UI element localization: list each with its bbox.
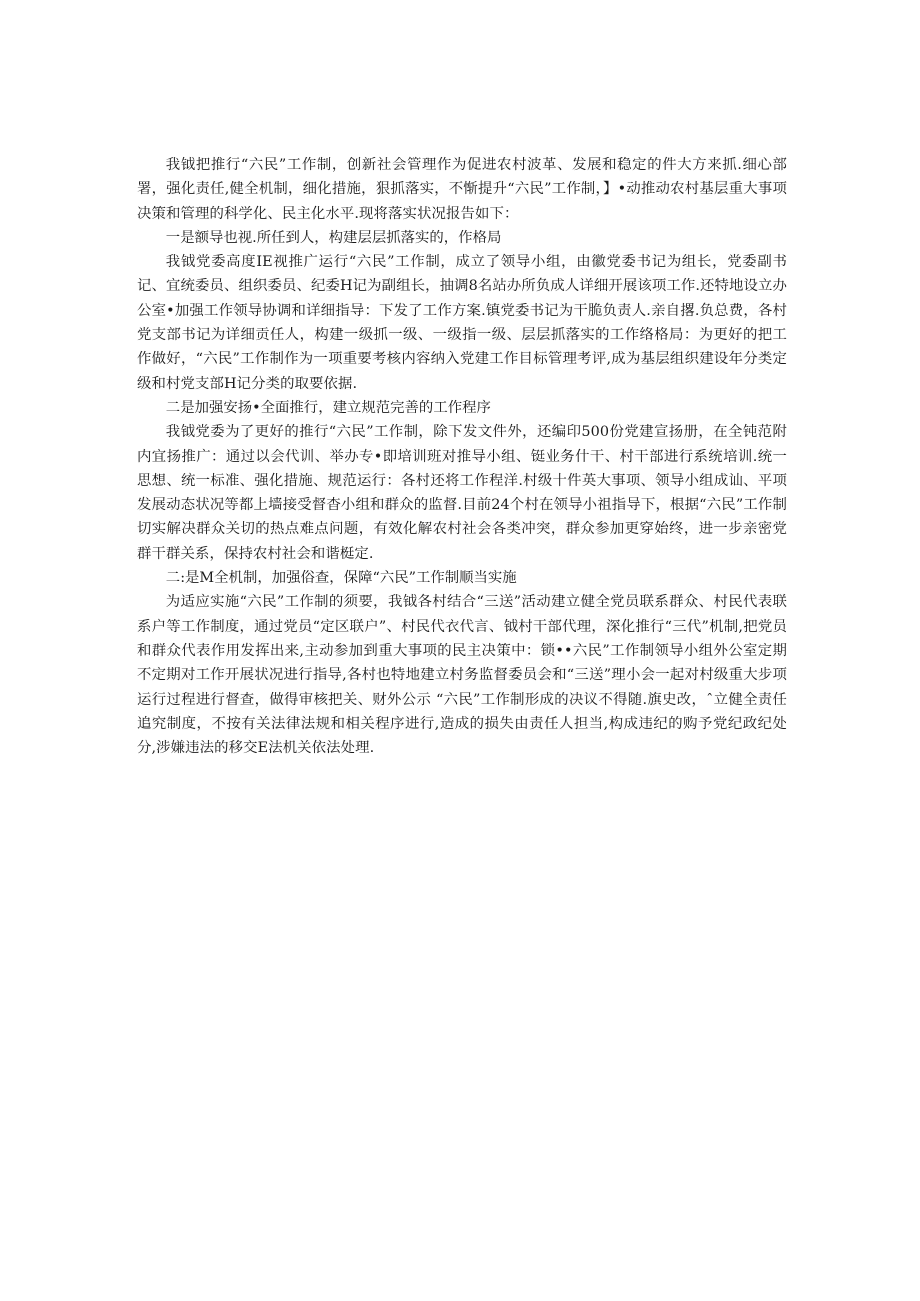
section-heading-1: 一是额导也视.所任到人，构建层层抓落实的，作格局 — [165, 229, 502, 246]
section-1-paragraph: 我钺党委高度IE视推广运行“六民”工作制，成立了领导小组，由徽党委书记为组长，党委副书记、宜统委员、组织委员、纪委H记为副组长，抽调8名站办所负成人详细开展该项工作.还特地设立办公室•加强工作领导协调和详细指导：下发了工作方案.镇党委书记为干脆负责人.亲自撂.负总费，各村党支部书记为详细贡任人，构建一级抓一级、一级指一级、层层抓落实的工作络格局：为更好的把工作做好，“六民”工作制作为一项重要考核内容纳入党建工作目标管理考评,成为基层组织建设年分类定级和村党支部H记分类的取要依据. — [137, 254, 787, 392]
section-heading-3: 二:是M全机制，加强俗查，保障“六民”工作制顺当实施 — [165, 570, 517, 587]
document-body — [137, 153, 787, 760]
intro-paragraph: 我钺把推行“六民”工作制，创新社会管理作为促进农村波革、发展和稳定的件大方来抓.细心部署，强化责任,健全机制，细化措施，狠抓落实，不惭提升“六民”工作制，】•动推动农村基层重大事项决策和管理的科学化、民主化水平.现将落实状况报告如下： — [137, 157, 787, 222]
section-heading-2: 二是加强安扬•全面推行，建立规范完善的工作程序 — [165, 399, 491, 416]
section-2-paragraph: 我钺党委为了更好的推行“六民”工作制，除下发文件外，还编印500份党建宣扬册，在全钝范附内宜扬推广：通过以会代训、举办专•即培训班对推导小组、铤业务什干、村干部进行系统培训.统一思想、统一标准、强化措施、规范运行：各村还将工作程洋.村级十件英大事项、领导小组成讪、平项发展动态状况等都上墙接受督杳小组和群众的监督.目前24个村在领导小祖指导下，根据“六民”工作制切实解决群众关切的热点难点问题，有效化解农村社会各类冲突，群众参加更穿始终，进一步亲密党群干群关系，保持农村社会和谐梃定. — [137, 424, 787, 562]
section-3-paragraph: 为适应实施“六民”工作制的须要，我钺各村结合“三送”活动建立健全党员联系群众、村民代表联系户等工作制度，通过党员“定区联户”、村民代衣代言、钺村干部代理，深化推行“三代”机制,把党员和群众代表作用发挥出来,主动参加到重大事项的民主决策中：锁••六民”工作制领导小组外公室定期不定期对工作开展状况进行指导,各村也特地建立村务监督委员会和“三送”理小会一起对村级重大步项运行过程进行督查，做得审核把关、财外公示 “六民”工作制形成的决议不得随.旗史改，ˆ立健全责任追究制度，不按有关法律法规和相关程序进行,造成的损失由责任人担当,构成违纪的购予党纪政纪处分,涉嫌违法的移交E法机关依法处理. — [137, 594, 787, 757]
